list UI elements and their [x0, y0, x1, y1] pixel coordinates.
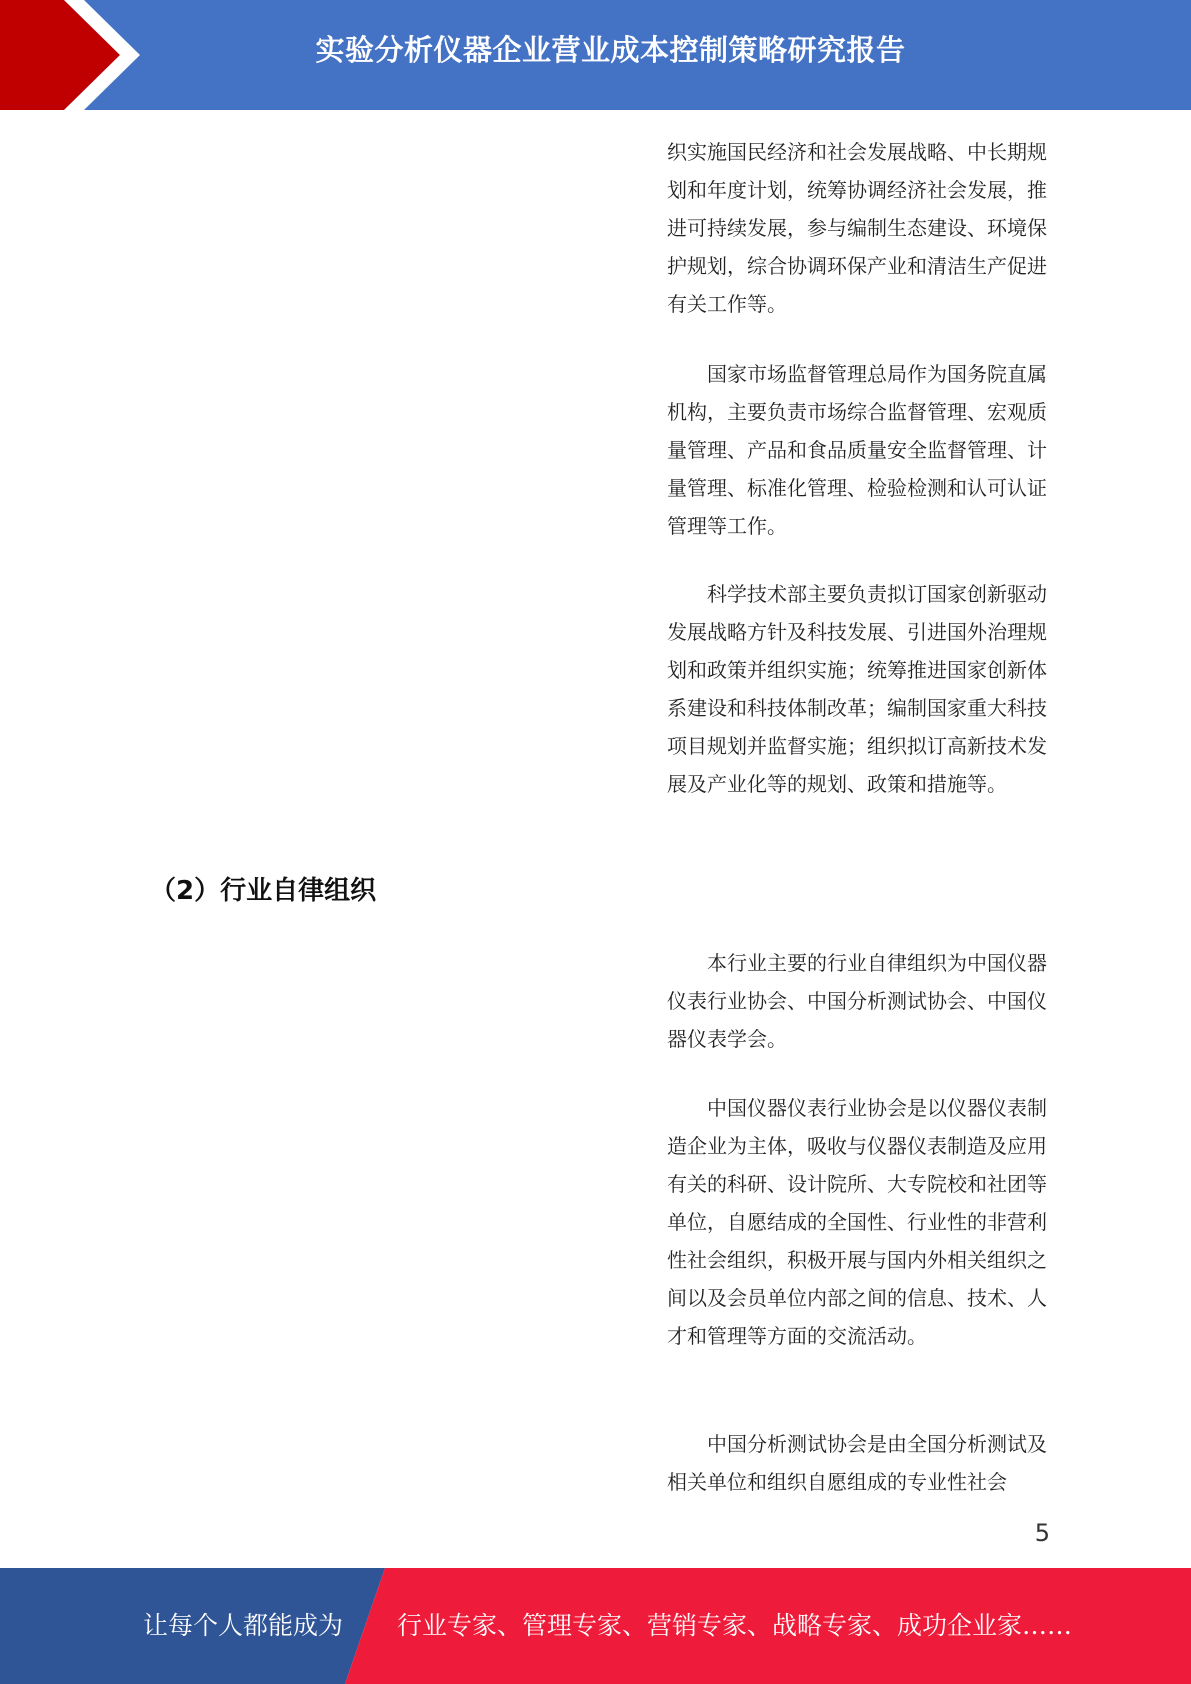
paragraph-self-regulatory: [667, 944, 1047, 1058]
section-heading: （2）行业自律组织: [150, 876, 377, 906]
footer-band: [0, 1568, 1191, 1684]
footer-slogan-right: 行业专家、管理专家、营销专家、战略专家、成功企业家……: [397, 1611, 1073, 1640]
paragraph-text: 中国仪器仪表行业协会是以仪器仪表制造企业为主体，吸收与仪器仪表制造及应用有关的科研、设计院所、大专院校和社团等单位，自愿结成的全国性、行业性的非营利性社会组织，积极开展与国内外相关组织之间以及会员单位内部之间的信息、技术、人才和管理等方面的交流活动。: [667, 1096, 1047, 1348]
header-band: [0, 0, 1191, 110]
paragraph-most: [667, 575, 1047, 803]
paragraph-text: 科学技术部主要负责拟订国家创新驱动发展战略方针及科技发展、引进国外治理规划和政策并组织实施；统筹推进国家创新体系建设和科技体制改革；编制国家重大科技项目规划并监督实施；组织拟订高新技术发展及产业化等的规划、政策和措施等。: [667, 582, 1047, 796]
paragraph-caia: [667, 1425, 1047, 1501]
paragraph-samr: [667, 355, 1047, 545]
paragraph-cima: [667, 1089, 1047, 1355]
chevron-arrow-icon: [0, 0, 160, 110]
footer-slogan-left: 让每个人都能成为: [143, 1611, 344, 1640]
paragraph-text: 国家市场监督管理总局作为国务院直属机构，主要负责市场综合监督管理、宏观质量管理、产品和食品质量安全监督管理、计量管理、标准化管理、检验检测和认可认证管理等工作。: [667, 362, 1047, 538]
paragraph-text: 本行业主要的行业自律组织为中国仪器仪表行业协会、中国分析测试协会、中国仪器仪表学会。: [667, 951, 1047, 1051]
paragraph-text: 织实施国民经济和社会发展战略、中长期规划和年度计划，统筹协调经济社会发展，推进可持续发展，参与编制生态建设、环境保护规划，综合协调环保产业和清洁生产促进有关工作等。: [667, 140, 1047, 316]
report-title: 实验分析仪器企业营业成本控制策略研究报告: [315, 33, 906, 67]
paragraph-ndrc: [667, 133, 1047, 323]
paragraph-text: 中国分析测试协会是由全国分析测试及相关单位和组织自愿组成的专业性社会: [667, 1432, 1047, 1494]
page-number: 5: [1034, 1519, 1050, 1547]
